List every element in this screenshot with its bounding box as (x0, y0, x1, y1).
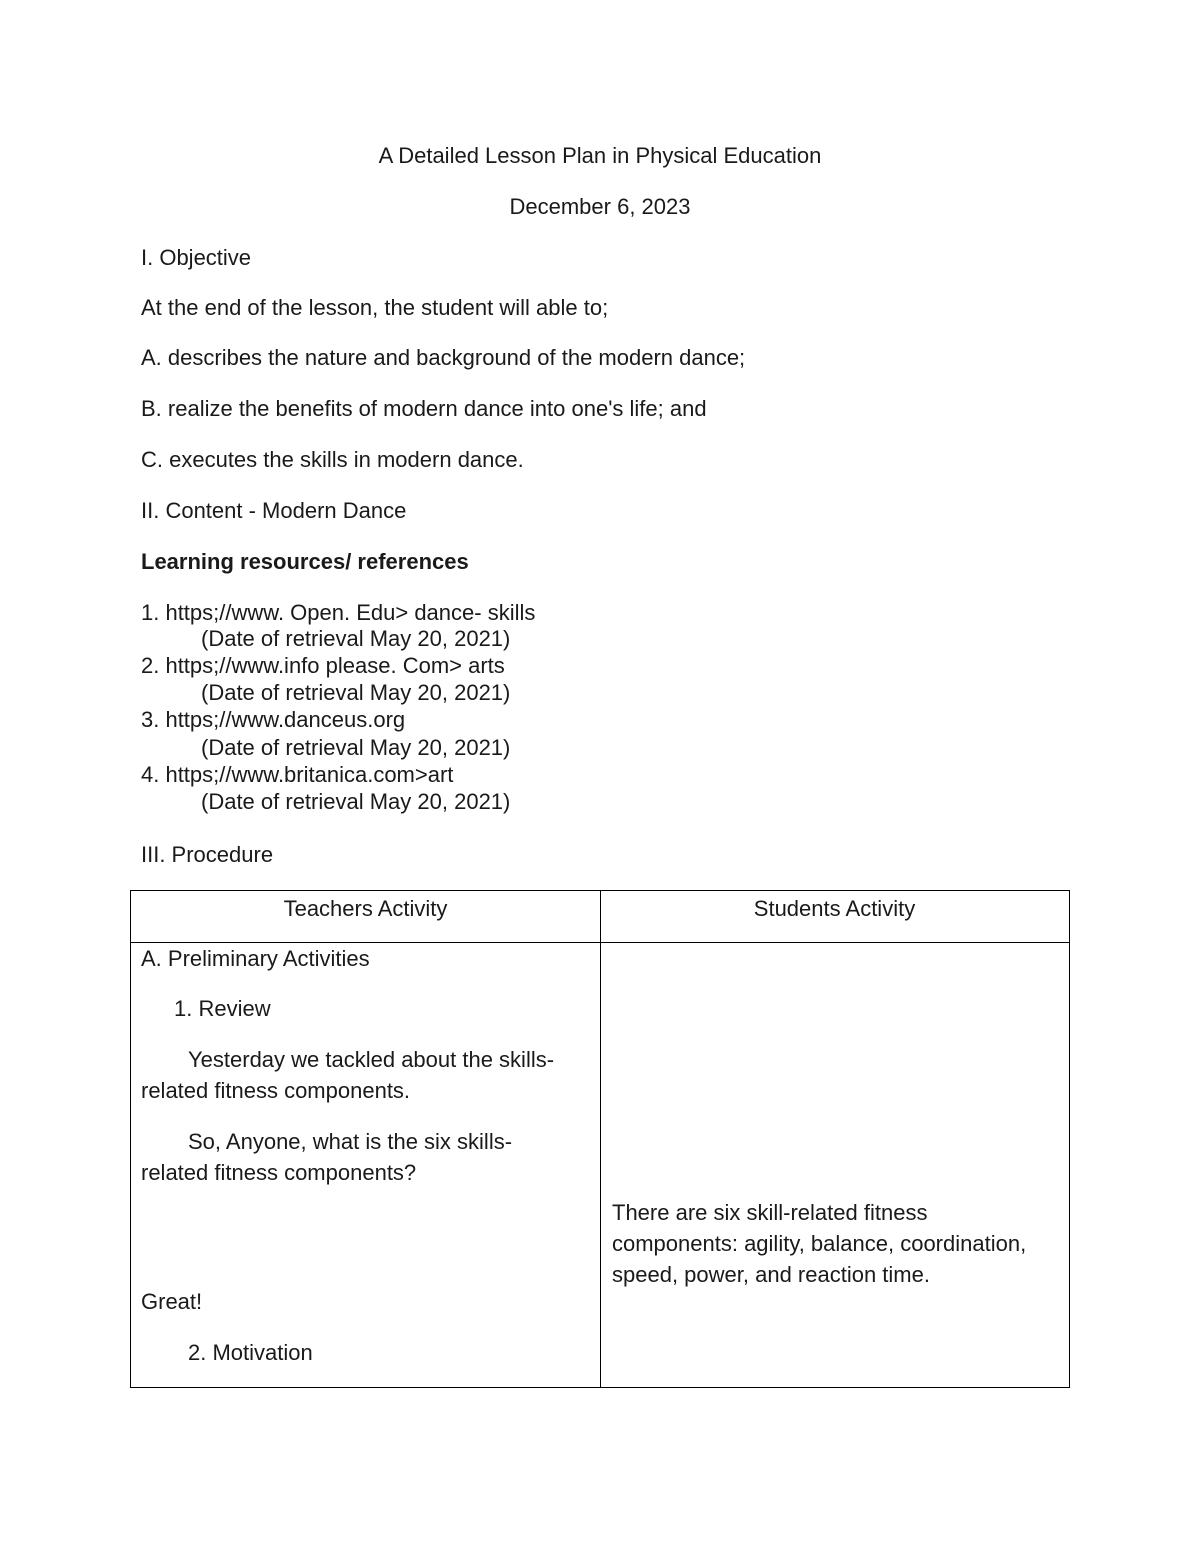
student-answer-text: components: agility, balance, coordination, (612, 1231, 1027, 1256)
teacher-review-text: Yesterday we tackled about the skills- (188, 1047, 555, 1072)
teacher-question-text: related fitness components? (141, 1160, 417, 1185)
reference-url: 4. https;//www.britanica.com>art (141, 762, 454, 787)
reference-url: 3. https;//www.danceus.org (141, 707, 406, 732)
objective-heading: I. Objective (141, 245, 252, 270)
student-answer-text: speed, power, and reaction time. (612, 1262, 930, 1287)
document-title: A Detailed Lesson Plan in Physical Education (378, 143, 822, 168)
procedure-heading: III. Procedure (141, 842, 274, 867)
procedure-table (130, 890, 1070, 1388)
reference-url: 2. https;//www.info please. Com> arts (141, 653, 505, 678)
objective-item: C. executes the skills in modern dance. (141, 447, 524, 472)
reference-date: (Date of retrieval May 20, 2021) (201, 626, 511, 651)
motivation-heading: 2. Motivation (188, 1340, 313, 1365)
document-date: December 6, 2023 (509, 194, 691, 219)
teacher-review-text: related fitness components. (141, 1078, 411, 1103)
teacher-question-text: So, Anyone, what is the six skills- (188, 1129, 513, 1154)
objective-item: B. realize the benefits of modern dance into one's life; and (141, 396, 707, 421)
reference-date: (Date of retrieval May 20, 2021) (201, 735, 511, 760)
reference-url: 1. https;//www. Open. Edu> dance- skills (141, 600, 536, 625)
reference-date: (Date of retrieval May 20, 2021) (201, 680, 511, 705)
teachers-activity-header: Teachers Activity (283, 896, 448, 921)
preliminary-activities: A. Preliminary Activities (141, 946, 370, 971)
resources-heading: Learning resources/ references (141, 549, 469, 574)
students-activity-header: Students Activity (753, 896, 916, 921)
content-heading: II. Content - Modern Dance (141, 498, 407, 523)
objective-intro: At the end of the lesson, the student will able to; (141, 295, 609, 320)
objective-item: A. describes the nature and background of the modern dance; (141, 345, 746, 370)
student-answer-text: There are six skill-related fitness (612, 1200, 928, 1225)
reference-date: (Date of retrieval May 20, 2021) (201, 789, 511, 814)
teacher-praise: Great! (141, 1289, 203, 1314)
table-column-divider (600, 891, 601, 1387)
review-heading: 1. Review (174, 996, 271, 1021)
